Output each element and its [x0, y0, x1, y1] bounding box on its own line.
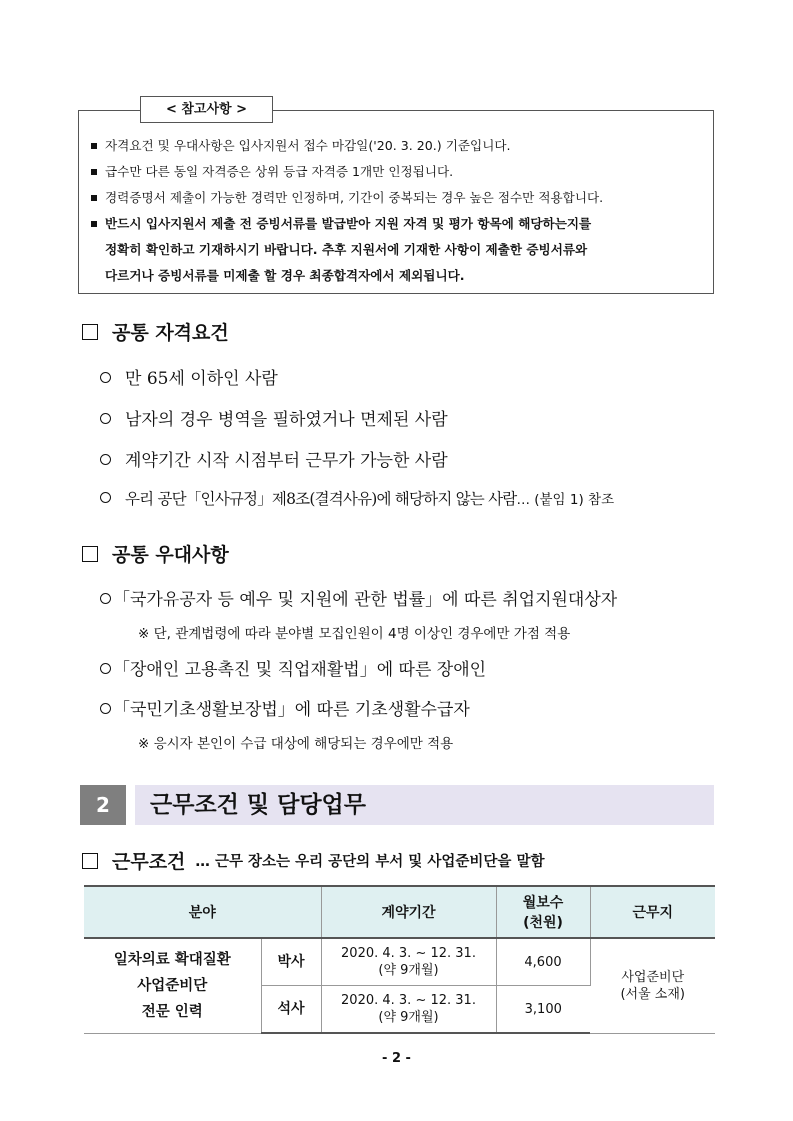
degree-cell: 석사 [261, 986, 321, 1034]
preference-item: 「국가유공자 등 예우 및 지원에 관한 법률」에 따른 취업지원대상자 [100, 585, 617, 610]
requirement-item: 우리 공단「인사규정」제8조(결격사유)에 해당하지 않는 사람… (붙임 1) 참조 [100, 487, 614, 509]
reference-item: 급수만 다른 동일 자격증은 상위 등급 자격증 1개만 인정됩니다. [91, 163, 453, 180]
preference-note: ※ 단, 관계법령에 따라 분야별 모집인원이 4명 이상인 경우에만 가점 적용 [138, 626, 571, 642]
reference-box [78, 110, 714, 294]
circle-bullet-icon [100, 492, 111, 503]
work-conditions-subtitle: … 근무 장소는 우리 공단의 부서 및 사업준비단을 말함 [195, 854, 545, 870]
preference-note: ※ 응시자 본인이 수급 대상에 해당되는 경우에만 적용 [138, 736, 454, 752]
chapter-number: 2 [80, 785, 126, 825]
square-bullet-icon [91, 221, 97, 227]
period-cell: 2020. 4. 3. ~ 12. 31. (약 9개월) [321, 938, 496, 986]
circle-bullet-icon [100, 372, 111, 383]
reference-item: 경력증명서 제출이 가능한 경력만 인정하며, 기간이 중복되는 경우 높은 점수만 적용합니다. [91, 189, 603, 206]
checkbox-square-icon [82, 324, 98, 340]
requirement-item: 만 65세 이하인 사람 [100, 364, 278, 389]
requirement-item: 계약기간 시작 시점부터 근무가 가능한 사람 [100, 446, 448, 471]
work-conditions-table [84, 885, 715, 1034]
square-bullet-icon [91, 169, 97, 175]
requirement-item: 남자의 경우 병역을 필하였거나 면제된 사람 [100, 405, 448, 430]
reference-title: < 참고사항 > [140, 96, 273, 123]
header-field: 분야 [84, 886, 321, 938]
header-period: 계약기간 [321, 886, 496, 938]
salary-cell: 3,100 [496, 986, 590, 1034]
preference-item: 「국민기초생활보장법」에 따른 기초생활수급자 [100, 695, 470, 720]
degree-cell: 박사 [261, 938, 321, 986]
square-bullet-icon [91, 143, 97, 149]
field-cell: 일차의료 확대질환 사업준비단 전문 인력 [84, 938, 261, 1033]
circle-bullet-icon [100, 703, 111, 714]
reference-item-important-cont: 정확히 확인하고 기재하시기 바랍니다. 추후 지원서에 기재한 사항이 제출한 증빙서류와 [105, 242, 588, 257]
location-cell: 사업준비단 (서울 소재) [590, 938, 715, 1033]
circle-bullet-icon [100, 413, 111, 424]
common-requirements-heading: 공통 자격요건 [82, 318, 229, 345]
checkbox-square-icon [82, 546, 98, 562]
circle-bullet-icon [100, 593, 111, 604]
checkbox-square-icon [82, 853, 98, 869]
table-row [84, 938, 715, 986]
page-number: - 2 - [382, 1051, 411, 1066]
reference-item: 자격요건 및 우대사항은 입사지원서 접수 마감일('20. 3. 20.) 기준입니다. [91, 137, 511, 154]
period-cell: 2020. 4. 3. ~ 12. 31. (약 9개월) [321, 986, 496, 1034]
preference-item: 「장애인 고용촉진 및 직업재활법」에 따른 장애인 [100, 655, 486, 680]
table-header-row [84, 886, 715, 938]
circle-bullet-icon [100, 454, 111, 465]
reference-item-important: 반드시 입사지원서 제출 전 증빙서류를 발급받아 지원 자격 및 평가 항목에 해당하는지를 [91, 215, 591, 232]
reference-item-important-cont: 다르거나 증빙서류를 미제출 할 경우 최종합격자에서 제외됩니다. [105, 268, 465, 283]
work-conditions-heading: 근무조건 … 근무 장소는 우리 공단의 부서 및 사업준비단을 말함 [82, 847, 544, 874]
square-bullet-icon [91, 195, 97, 201]
preferences-heading: 공통 우대사항 [82, 540, 229, 567]
header-salary: 월보수 (천원) [496, 886, 590, 938]
chapter-title: 근무조건 및 담당업무 [150, 792, 366, 818]
circle-bullet-icon [100, 663, 111, 674]
salary-cell: 4,600 [496, 938, 590, 986]
header-location: 근무지 [590, 886, 715, 938]
